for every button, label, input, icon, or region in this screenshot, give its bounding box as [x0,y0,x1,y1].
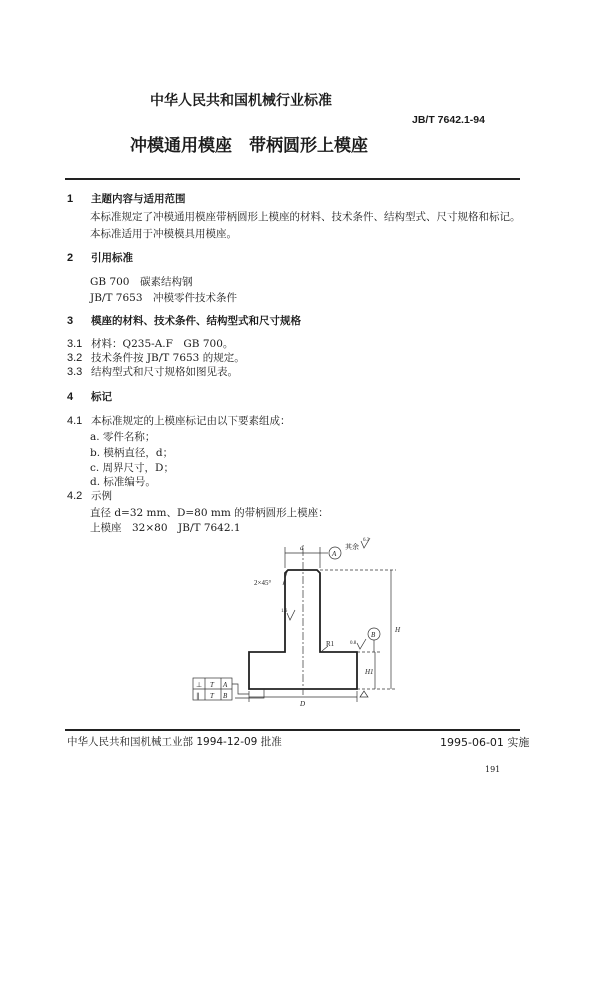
tolerance-datum: A [223,681,228,689]
standard-code: JB/T 7642.1-94 [412,114,485,126]
clause-4-2: 4.2 示例 [67,490,112,502]
rest-roughness-label: 其余 [345,543,359,551]
datum-b-label: B [371,631,376,639]
approval-date: 中华人民共和国机械工业部 1994-12-09 批准 [67,736,282,748]
d-label: d [300,544,304,552]
effective-date: 1995-06-01 实施 [440,736,530,749]
issuing-org: 中华人民共和国机械行业标准 [150,93,332,109]
parallelism-symbol: ∥ [196,692,200,700]
section-2-heading: 2 引用标准 [67,252,133,264]
tolerance-datum: B [223,692,228,700]
roughness-value: 6.3 [363,538,370,543]
roughness-value: 1.6 [281,609,288,614]
clause-3-1: 3.1 材料：Q235-A.F GB 700。 [67,338,234,350]
page-number: 191 [485,765,501,774]
clause-3-3: 3.3 结构型式和尺寸规格如图见表。 [67,366,238,378]
marking-element: d. 标准编号。 [90,476,156,488]
reference-item: GB 700 碳素结构钢 [90,276,193,288]
reference-item: JB/T 7653 冲模零件技术条件 [90,292,238,304]
clause-4-1: 4.1 本标准规定的上模座标记由以下要素组成： [67,415,291,427]
tolerance-value: T [210,681,214,689]
marking-element: b. 模柄直径，d； [90,447,174,459]
document-title: 冲模通用模座 带柄圆形上模座 [130,136,368,156]
section-3-heading: 3 模座的材料、技术条件、结构型式和尺寸规格 [67,315,301,327]
section-1-line: 本标准适用于冲模模具用模座。 [90,228,237,240]
H-label: H [395,626,401,634]
example-line: 直径 d=32 mm、D=80 mm 的带柄圆形上模座： [90,507,329,519]
section-4-heading: 4 标记 [67,391,112,403]
clause-3-2: 3.2 技术条件按 JB/T 7653 的规定。 [67,352,245,364]
perpendicularity-symbol: ⊥ [196,681,203,689]
marking-element: c. 周界尺寸，D； [90,462,174,474]
footer-rule [65,729,520,731]
D-label: D [300,700,306,708]
chamfer-label: 2×45° [254,579,272,587]
datum-a-label: A [332,550,337,558]
H1-label: H1 [365,668,374,676]
roughness-value: 0.8 [350,641,357,646]
example-line: 上模座 32×80 JB/T 7642.1 [90,522,241,534]
section-1-heading: 1 主题内容与适用范围 [67,193,186,205]
section-1-line: 本标准规定了冲模通用模座带柄圆形上模座的材料、技术条件、结构型式、尺寸规格和标记。 [90,211,521,223]
tolerance-value: T [210,692,214,700]
radius-label: R1 [326,640,335,648]
marking-element: a. 零件名称； [90,431,156,443]
